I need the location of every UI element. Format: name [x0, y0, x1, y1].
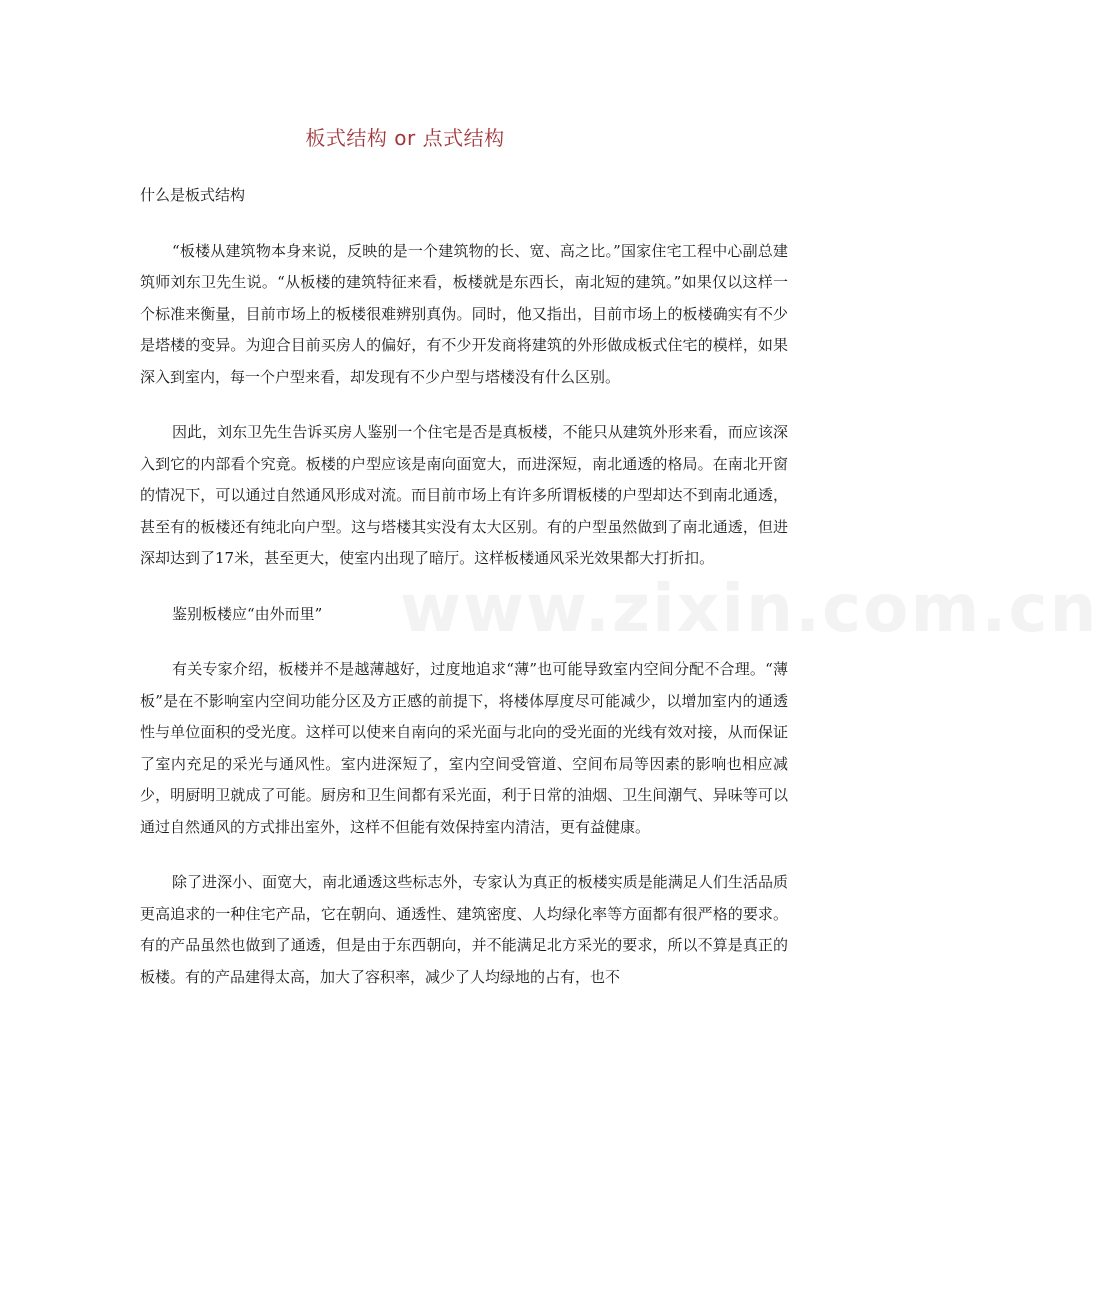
paragraph-3: 有关专家介绍，板楼并不是越薄越好，过度地追求“薄”也可能导致室内空间分配不合理。“薄板”是在不影响室内空间功能分区及方正感的前提下，将楼体厚度尽可能减少，以增加室内的通透性与单位面积的受光度。这样可以使来自南向的采光面与北向的受光面的光线有效对接，从而保证了室内充足的采光与通风性。室内进深短了，室内空间受管道、空间布局等因素的影响也相应减少，明厨明卫就成了可能。厨房和卫生间都有采光面，利于日常的油烟、卫生间潮气、异味等可以通过自然通风的方式排出室外，这样不但能有效保持室内清洁，更有益健康。 — [140, 660, 788, 836]
section-subheading: 鉴别板楼应“由外而里” — [172, 604, 323, 623]
document-title: 板式结构 or 点式结构 — [305, 126, 505, 150]
paragraph-4: 除了进深小、面宽大，南北通透这些标志外，专家认为真正的板楼实质是能满足人们生活品质更高追求的一种住宅产品，它在朝向、通透性、建筑密度、人均绿化率等方面都有很严格的要求。有的产品虽然也做到了通透，但是由于东西朝向，并不能满足北方采光的要求，所以不算是真正的板楼。有的产品建得太高，加大了容积率，减少了人均绿地的占有，也不 — [140, 873, 788, 986]
section-heading: 什么是板式结构 — [140, 186, 246, 204]
watermark: www.zixin.com.cn — [400, 570, 1098, 647]
document-body — [140, 180, 788, 1017]
paragraph-2: 因此，刘东卫先生告诉买房人鉴别一个住宅是否是真板楼，不能只从建筑外形来看，而应该深入到它的内部看个究竟。板楼的户型应该是南向面宽大，而进深短，南北通透的格局。在南北开窗的情况下，可以通过自然通风形成对流。而目前市场上有许多所谓板楼的户型却达不到南北通透，甚至有的板楼还有纯北向户型。这与塔楼其实没有太大区别。有的户型虽然做到了南北通透，但进深却达到了17米，甚至更大，使室内出现了暗厅。这样板楼通风采光效果都大打折扣。 — [140, 423, 788, 567]
paragraph-1: “板楼从建筑物本身来说，反映的是一个建筑物的长、宽、高之比。”国家住宅工程中心副总建筑师刘东卫先生说。“从板楼的建筑特征来看，板楼就是东西长，南北短的建筑。”如果仅以这样一个标准来衡量，目前市场上的板楼很难辨别真伪。同时，他又指出，目前市场上的板楼确实有不少是塔楼的变异。为迎合目前买房人的偏好，有不少开发商将建筑的外形做成板式住宅的模样，如果深入到室内，每一个户型来看，却发现有不少户型与塔楼没有什么区别。 — [140, 241, 788, 386]
